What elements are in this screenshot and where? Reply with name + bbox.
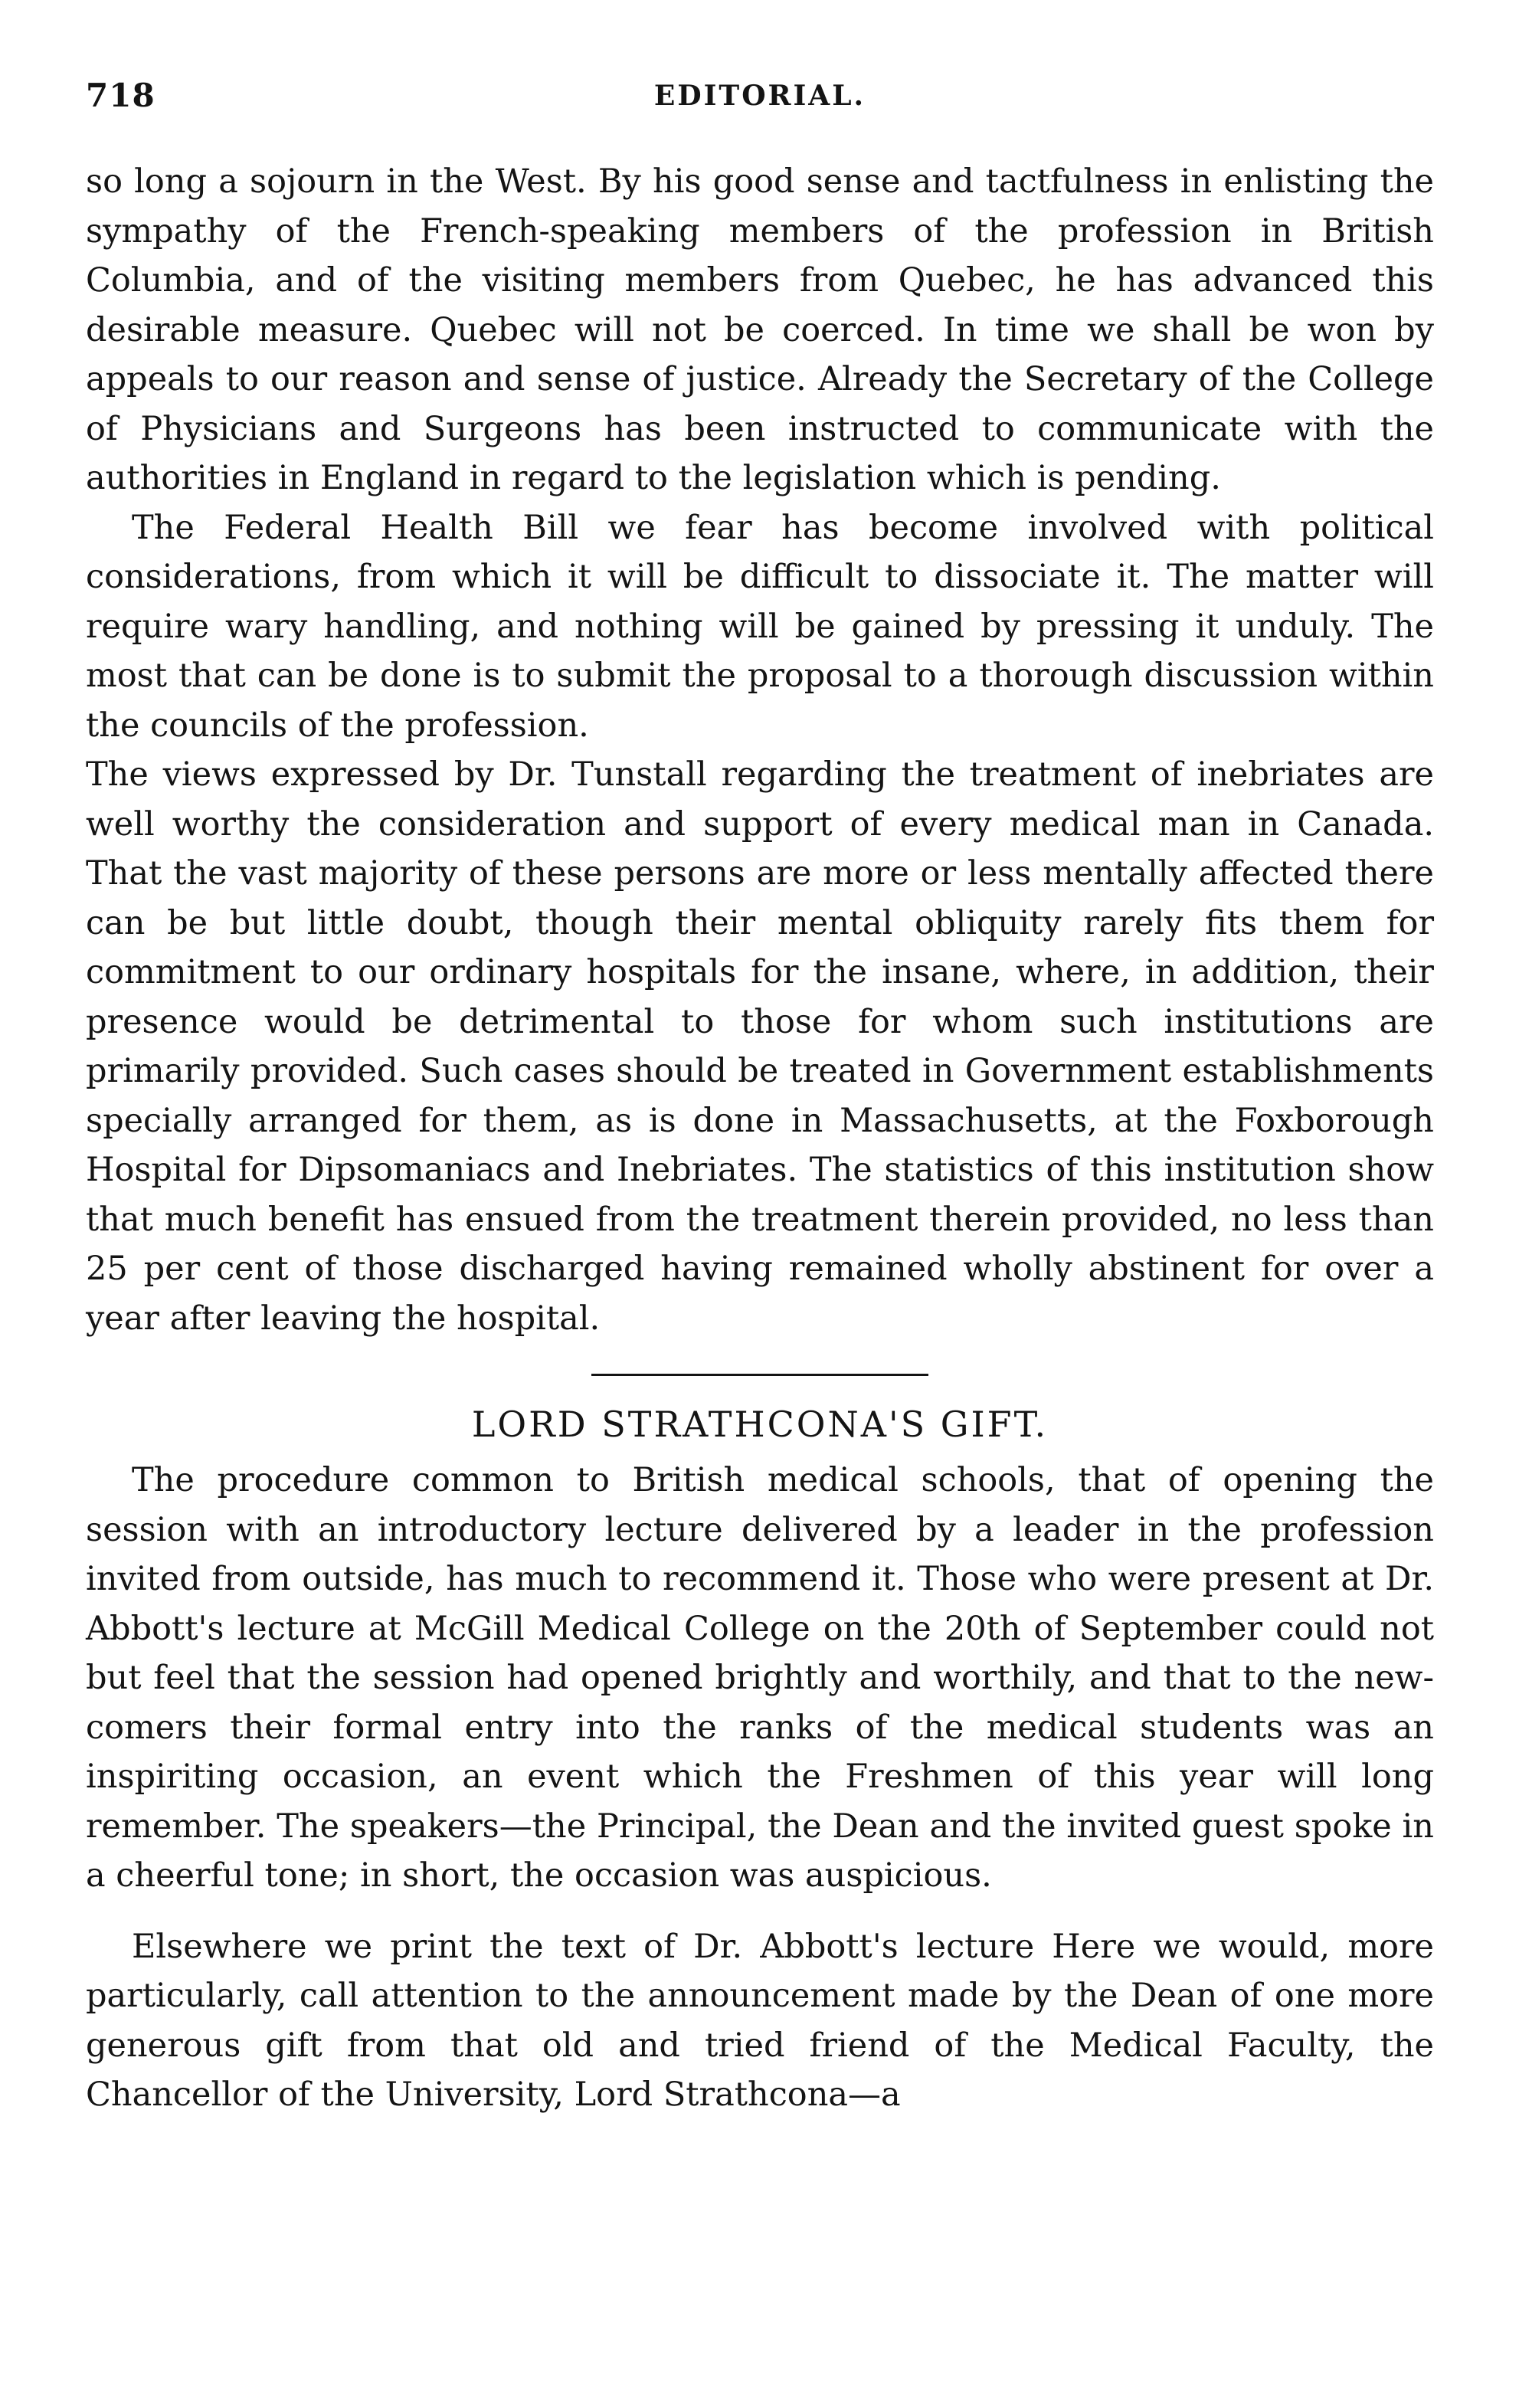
paragraph-elsewhere: Elsewhere we print the text of Dr. Abbott's lecture Here we would, more particularly, call attention to the announcement made by the Dean of one more generous gift from that old and tried friend of the Medical Faculty, the Chancellor of the University, Lord Strathcona—a [86, 1927, 1434, 2114]
paragraph-procedure: The procedure common to British medical schools, that of opening the session with an introductory lecture delivered by a leader in the profession invited from outside, has much to recommend it. Those who were present at Dr. Abbott's lecture at McGill Medical College on the 20th of September could not but feel that the session had opened brightly and worthily, and that to the new-comers their formal entry into the ranks of the medical students was an inspiriting occasion, an event which the Freshmen of this year will long remember. The speakers—the Principal, the Dean and the invited guest spoke in a cheerful tone; in short, the occasion was auspicious. [86, 1461, 1434, 1895]
paragraph-inebriates: The views expressed by Dr. Tunstall regarding the treatment of inebriates are well worthy the consideration and support of every medical man in Canada. That the vast majority of these persons are more or less mentally affected there can be but little doubt, though their mental obliquity rarely fits them for commitment to our ordinary hospitals for the insane, where, in addition, their presence would be detrimental to those for whom such institutions are primarily provided. Such cases should be treated in Government establishments specially arranged for them, as is done in Massachusetts, at the Foxborough Hospital for Dipsomaniacs and Inebriates. The statistics of this institution show that much benefit has ensued from the treatment therein provided, no less than 25 per cent of those discharged having remained wholly abstinent for over a year after leaving the hospital. [86, 755, 1434, 1338]
paragraph-gap [86, 1901, 1434, 1922]
section-divider [591, 1374, 928, 1376]
running-head: EDITORIAL. [653, 80, 866, 112]
page-header [86, 77, 1434, 123]
section-heading: LORD STRATHCONA'S GIFT. [471, 1404, 1049, 1445]
article-body [86, 157, 1434, 2120]
paragraph-federal-health-bill: The Federal Health Bill we fear has become involved with political considerations, from which it will be difficult to dissociate it. The matter will require wary handling, and nothing will be gained by pressing it unduly. The most that can be done is to submit the proposal to a thorough discussion within the councils of the profession. [86, 508, 1434, 745]
page-number: 718 [86, 77, 156, 114]
paragraph-continued: so long a sojourn in the West. By his good sense and tactfulness in enlisting the sympathy of the French-speaking members of the profession in British Columbia, and of the visiting members from Quebec, he has advanced this desirable measure. Quebec will not be coerced. In time we shall be won by appeals to our reason and sense of justice. Already the Secretary of the College of Physicians and Surgeons has been instructed to communicate with the authorities in England in regard to the legislation which is pending. [86, 162, 1434, 497]
